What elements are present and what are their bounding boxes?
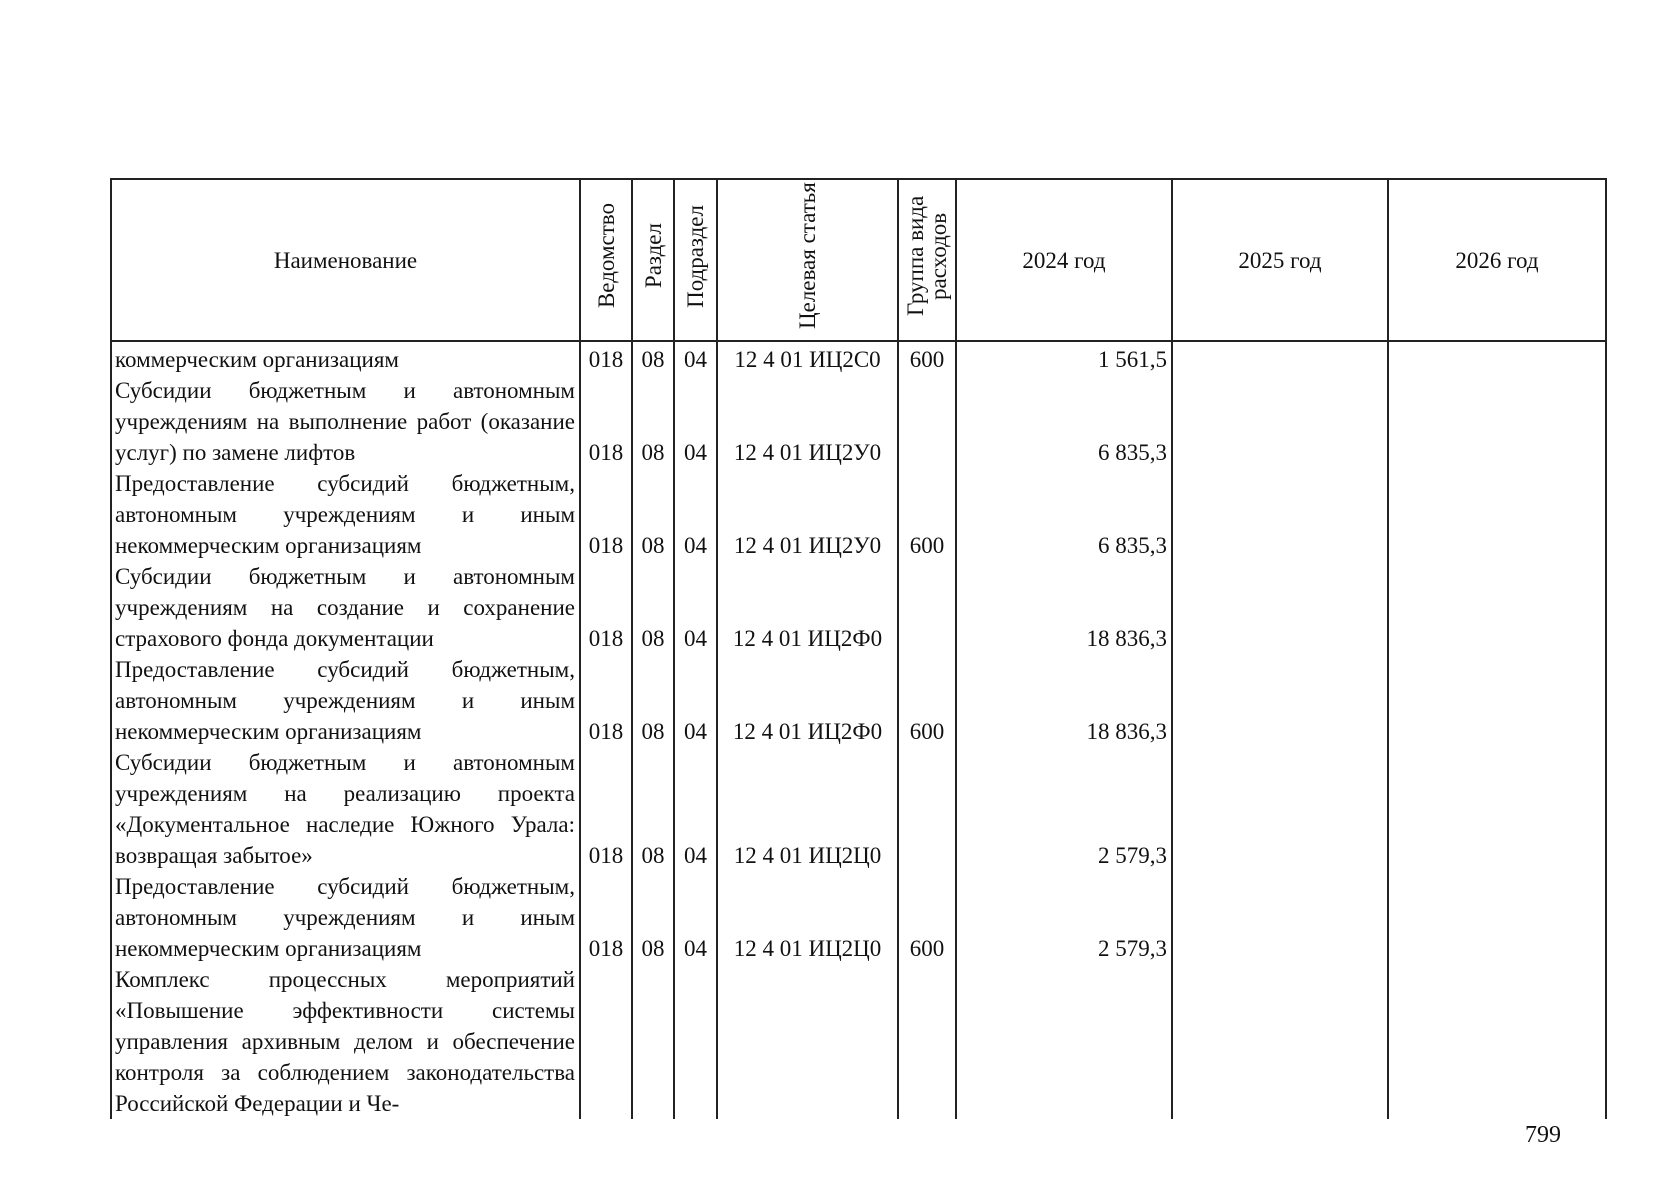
cell-name: Субсидии бюджетным и автономным учреждениям на создание и сохранение страхового фонда документации <box>111 561 580 654</box>
table-row <box>111 654 1606 747</box>
table-row <box>111 375 1606 468</box>
cell-gruppa-vida-rashodov: 600 <box>898 468 956 561</box>
cell-podrazdel: 04 <box>674 871 717 964</box>
cell-2025 <box>1172 964 1388 1119</box>
cell-razdel: 08 <box>632 654 674 747</box>
cell-celevaya-statya: 12 4 01 ИЦ2Ф0 <box>717 561 898 654</box>
cell-podrazdel <box>674 964 717 1119</box>
cell-2025 <box>1172 654 1388 747</box>
cell-2026 <box>1388 747 1606 871</box>
cell-gruppa-vida-rashodov: 600 <box>898 654 956 747</box>
cell-2026 <box>1388 561 1606 654</box>
cell-vedomstvo: 018 <box>580 341 632 375</box>
cell-razdel: 08 <box>632 375 674 468</box>
cell-vedomstvo: 018 <box>580 561 632 654</box>
cell-celevaya-statya: 12 4 01 ИЦ2Ц0 <box>717 871 898 964</box>
cell-name: Субсидии бюджетным и автономным учреждениям на реализацию проекта «Документальное наследие Южного Урала: возвращая забытое» <box>111 747 580 871</box>
cell-podrazdel: 04 <box>674 375 717 468</box>
cell-podrazdel: 04 <box>674 561 717 654</box>
cell-2026 <box>1388 964 1606 1119</box>
cell-2025 <box>1172 375 1388 468</box>
col-header-2026: 2026 год <box>1388 179 1606 341</box>
cell-celevaya-statya: 12 4 01 ИЦ2Ф0 <box>717 654 898 747</box>
cell-name: Комплекс процессных мероприятий «Повышение эффективности системы управления архивным делом и обеспечение контроля за соблюдением законодательства Российской Федерации и Че- <box>111 964 580 1119</box>
cell-2024: 6 835,3 <box>956 468 1172 561</box>
cell-2024: 18 836,3 <box>956 561 1172 654</box>
table-row <box>111 747 1606 871</box>
cell-celevaya-statya: 12 4 01 ИЦ2Ц0 <box>717 747 898 871</box>
cell-2026 <box>1388 375 1606 468</box>
cell-razdel: 08 <box>632 341 674 375</box>
col-header-name: Наименование <box>111 179 580 341</box>
col-header-2024: 2024 год <box>956 179 1172 341</box>
cell-name: коммерческим организациям <box>111 341 580 375</box>
cell-razdel: 08 <box>632 468 674 561</box>
cell-gruppa-vida-rashodov <box>898 964 956 1119</box>
cell-2026 <box>1388 654 1606 747</box>
cell-celevaya-statya: 12 4 01 ИЦ2С0 <box>717 341 898 375</box>
cell-2026 <box>1388 871 1606 964</box>
table-row <box>111 468 1606 561</box>
cell-celevaya-statya: 12 4 01 ИЦ2У0 <box>717 375 898 468</box>
table-row <box>111 964 1606 1119</box>
cell-podrazdel: 04 <box>674 654 717 747</box>
cell-razdel: 08 <box>632 871 674 964</box>
col-header-celevaya-statya: Целевая статья <box>717 179 898 341</box>
cell-razdel <box>632 964 674 1119</box>
cell-2025 <box>1172 561 1388 654</box>
col-header-2025: 2025 год <box>1172 179 1388 341</box>
cell-2026 <box>1388 341 1606 375</box>
cell-name: Субсидии бюджетным и автономным учреждениям на выполнение работ (оказание услуг) по замене лифтов <box>111 375 580 468</box>
cell-podrazdel: 04 <box>674 468 717 561</box>
table-row <box>111 341 1606 375</box>
cell-2025 <box>1172 341 1388 375</box>
col-header-razdel: Раздел <box>632 179 674 341</box>
cell-2024: 2 579,3 <box>956 747 1172 871</box>
cell-vedomstvo: 018 <box>580 468 632 561</box>
cell-celevaya-statya <box>717 964 898 1119</box>
table-header-row <box>111 179 1606 341</box>
cell-2024: 2 579,3 <box>956 871 1172 964</box>
cell-2025 <box>1172 747 1388 871</box>
cell-2024 <box>956 964 1172 1119</box>
cell-2025 <box>1172 468 1388 561</box>
table-row <box>111 871 1606 964</box>
cell-2026 <box>1388 468 1606 561</box>
cell-vedomstvo: 018 <box>580 747 632 871</box>
cell-razdel: 08 <box>632 561 674 654</box>
cell-2024: 18 836,3 <box>956 654 1172 747</box>
col-header-vedomstvo: Ведомство <box>580 179 632 341</box>
cell-vedomstvo: 018 <box>580 654 632 747</box>
page-number: 799 <box>1525 1122 1561 1148</box>
cell-name: Предоставление субсидий бюджетным, автономным учреждениям и иным некоммерческим организациям <box>111 654 580 747</box>
cell-podrazdel: 04 <box>674 341 717 375</box>
cell-2024: 1 561,5 <box>956 341 1172 375</box>
cell-gruppa-vida-rashodov: 600 <box>898 341 956 375</box>
col-header-gruppa-vida-rashodov: Группа вида расходов <box>898 179 956 341</box>
cell-gruppa-vida-rashodov: 600 <box>898 871 956 964</box>
cell-vedomstvo <box>580 964 632 1119</box>
cell-2024: 6 835,3 <box>956 375 1172 468</box>
cell-vedomstvo: 018 <box>580 375 632 468</box>
cell-gruppa-vida-rashodov <box>898 561 956 654</box>
col-header-podrazdel: Подраздел <box>674 179 717 341</box>
table-row <box>111 561 1606 654</box>
cell-name: Предоставление субсидий бюджетным, автономным учреждениям и иным некоммерческим организациям <box>111 468 580 561</box>
cell-celevaya-statya: 12 4 01 ИЦ2У0 <box>717 468 898 561</box>
budget-table <box>110 178 1607 1119</box>
cell-gruppa-vida-rashodov <box>898 375 956 468</box>
cell-podrazdel: 04 <box>674 747 717 871</box>
cell-gruppa-vida-rashodov <box>898 747 956 871</box>
cell-2025 <box>1172 871 1388 964</box>
cell-name: Предоставление субсидий бюджетным, автономным учреждениям и иным некоммерческим организациям <box>111 871 580 964</box>
cell-vedomstvo: 018 <box>580 871 632 964</box>
cell-razdel: 08 <box>632 747 674 871</box>
